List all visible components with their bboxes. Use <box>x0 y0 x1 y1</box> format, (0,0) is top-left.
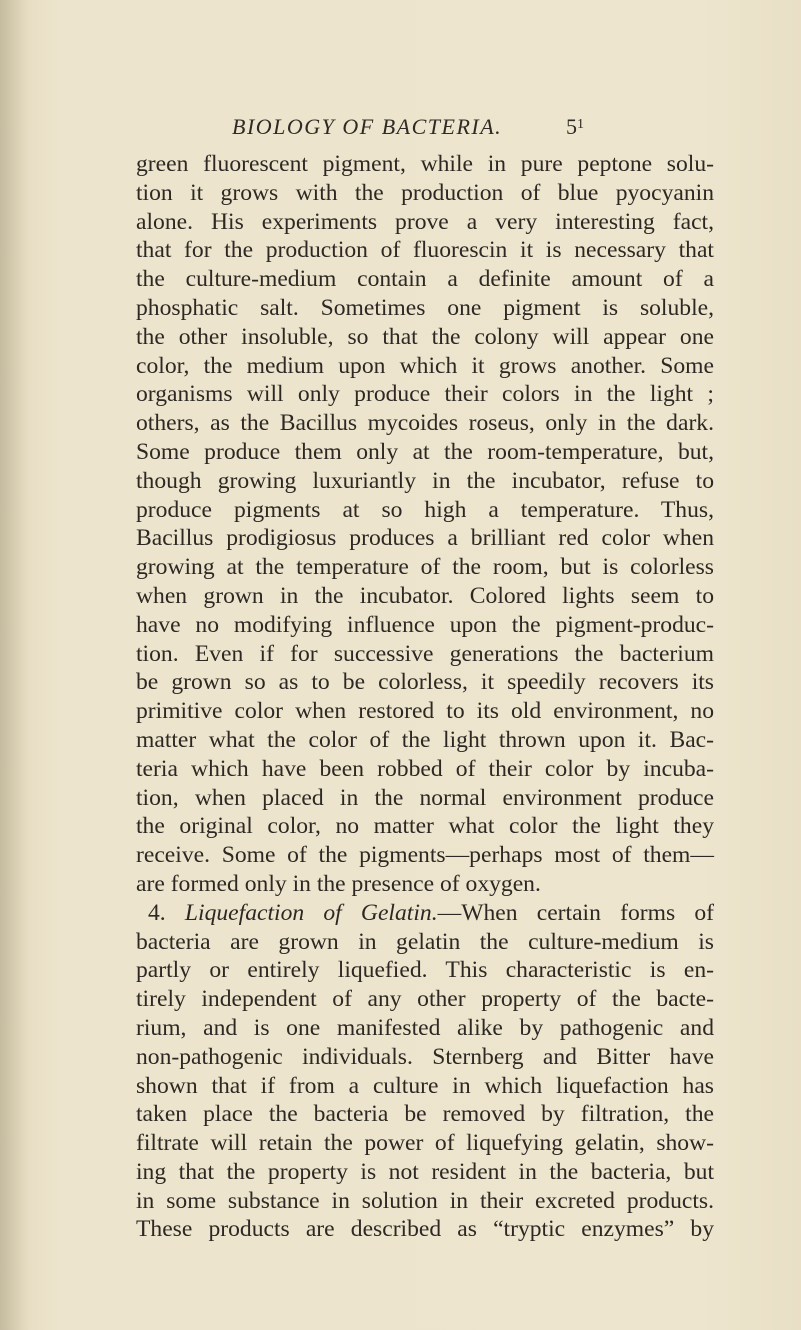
text-line: in some substance in solution in their excreted products. <box>136 1187 714 1214</box>
text-line: growing at the temperature of the room, but is colorless <box>136 554 714 581</box>
page-number <box>566 114 584 140</box>
running-title: BIOLOGY OF BACTERIA. <box>232 114 503 139</box>
text-line: rium, and is one manifested alike by pathogenic and <box>136 1014 714 1041</box>
text-line: bacteria are grown in gelatin the culture-medium is <box>136 928 714 955</box>
text-line: the culture-medium contain a definite amount of a <box>136 266 714 293</box>
text-line: teria which have been robbed of their color by incuba- <box>136 755 714 782</box>
section-first-line-text: —When certain forms of <box>437 899 714 926</box>
text-line: non-pathogenic individuals. Sternberg and Bitter have <box>136 1043 714 1070</box>
text-line: taken place the bacteria be removed by filtration, the <box>136 1101 714 1128</box>
text-line: others, as the Bacillus mycoides roseus, only in the dark. <box>136 410 714 437</box>
text-line: ing that the property is not resident in the bacteria, but <box>136 1158 714 1185</box>
page-number-superscript: 1 <box>577 117 584 132</box>
text-line: matter what the color of the light thrown upon it. Bac- <box>136 726 714 753</box>
page-header <box>0 108 801 148</box>
text-line: partly or entirely liquefied. This characteristic is en- <box>136 957 714 984</box>
text-line: green fluorescent pigment, while in pure peptone solu- <box>136 151 714 177</box>
text-line: when grown in the incubator. Colored lights seem to <box>136 582 714 609</box>
text-line: organisms will only produce their colors in the light ; <box>136 381 714 408</box>
text-line: shown that if from a culture in which liquefaction has <box>136 1072 714 1099</box>
page-number-main: 5 <box>566 114 577 139</box>
text-line: have no modifying influence upon the pigment-produc- <box>136 611 714 638</box>
text-line: alone. His experiments prove a very interesting fact, <box>136 208 714 235</box>
section-number: 4. <box>148 899 166 926</box>
text-line: tirely independent of any other property of the bacte- <box>136 986 714 1013</box>
text-line: tion it grows with the production of blue pyocyanin <box>136 179 714 206</box>
text-line: though growing luxuriantly in the incubator, refuse to <box>136 467 714 494</box>
text-line: be grown so as to be colorless, it speedily recovers its <box>136 669 714 696</box>
text-line: primitive color when restored to its old environment, no <box>136 698 714 725</box>
body-text <box>136 150 714 1244</box>
text-line: phosphatic salt. Sometimes one pigment is soluble, <box>136 294 714 321</box>
text-line: tion, when placed in the normal environment produce <box>136 784 714 811</box>
text-line: the other insoluble, so that the colony will appear one <box>136 323 714 350</box>
text-line: receive. Some of the pigments—perhaps most of them— <box>136 842 714 869</box>
text-line: Bacillus prodigiosus produces a brilliant red color when <box>136 525 714 552</box>
paragraph-last-line: are formed only in the presence of oxygen. <box>136 870 541 897</box>
section-heading: Liquefaction of Gelatin. <box>184 899 438 926</box>
text-line: color, the medium upon which it grows another. Some <box>136 352 714 379</box>
section-heading-line <box>136 899 714 928</box>
text-line: Some produce them only at the room-temperature, but, <box>136 438 714 465</box>
text-line: the original color, no matter what color the light they <box>136 813 714 840</box>
text-line: produce pigments at so high a temperature. Thus, <box>136 496 714 523</box>
text-line: These products are described as “tryptic enzymes” by <box>136 1216 714 1243</box>
text-line: filtrate will retain the power of liquefying gelatin, show- <box>136 1130 714 1157</box>
text-line: that for the production of fluorescin it is necessary that <box>136 237 714 264</box>
text-line: tion. Even if for successive generations the bacterium <box>136 640 714 667</box>
page-binding-shadow <box>0 0 30 1330</box>
